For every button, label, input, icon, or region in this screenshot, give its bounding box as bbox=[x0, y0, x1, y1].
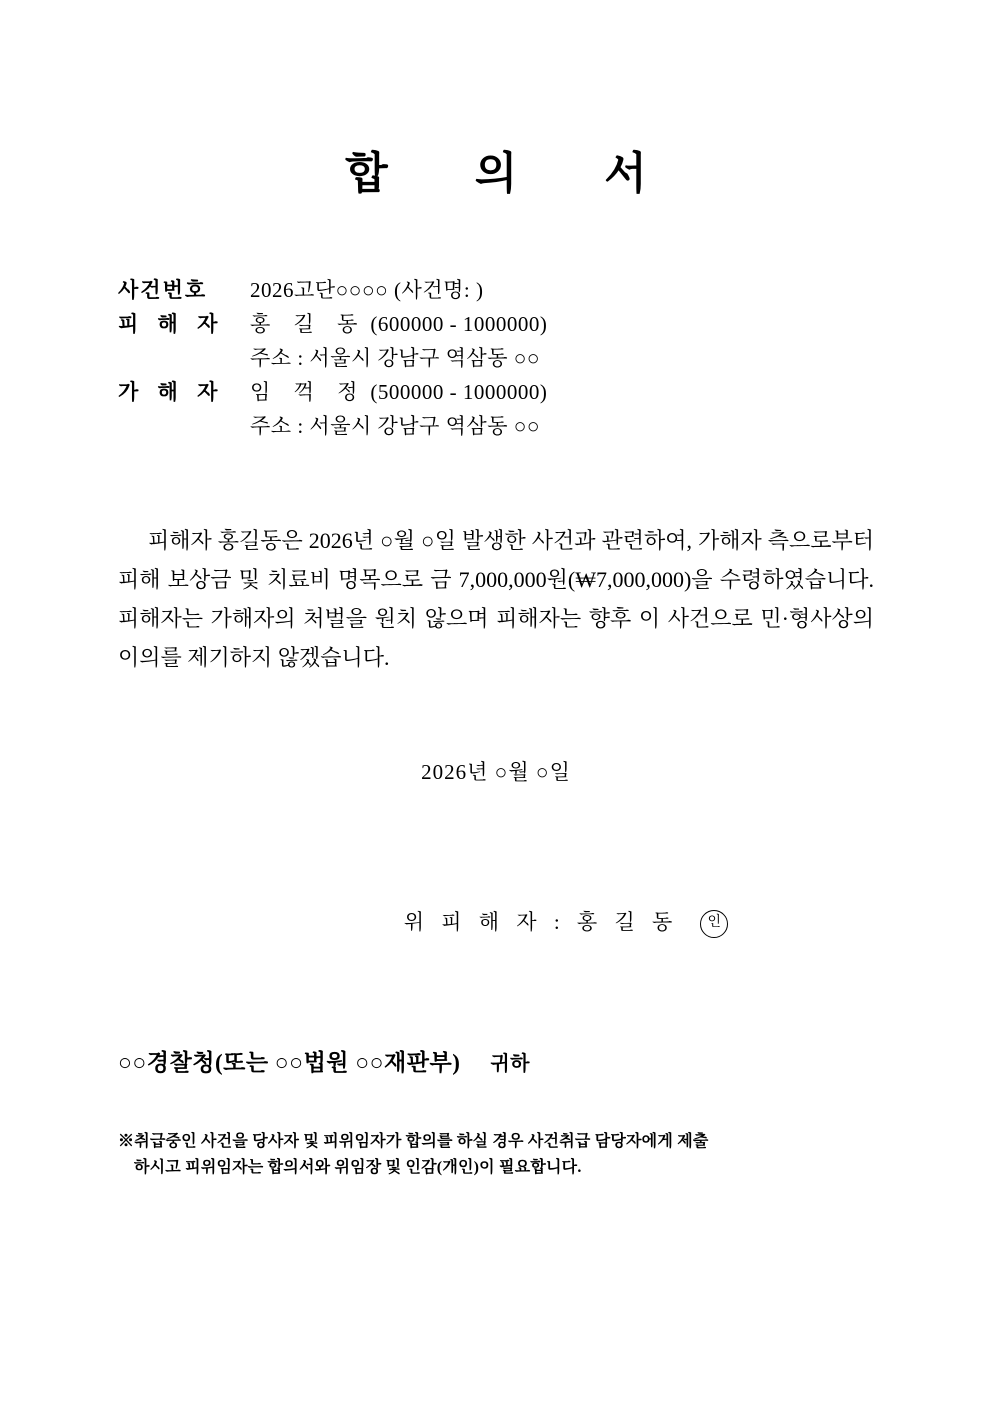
agreement-body-text: 피해자 홍길동은 2026년 ○월 ○일 발생한 사건과 관련하여, 가해자 측으로부터 피해 보상금 및 치료비 명목으로 금 7,000,000원(₩7,000,000)을 수령하였습니다. 피해자는 가해자의 처벌을 원치 않으며 피해자는 향후 이 사건으로 민·형사상의 이의를 제기하지 않겠습니다. bbox=[118, 527, 874, 671]
case-number-value: 2026고단○○○○ (사건명: ) bbox=[250, 277, 484, 302]
case-number-row bbox=[118, 273, 874, 307]
offender-label: 가 해 자 bbox=[118, 379, 225, 404]
victim-address: 주소 : 서울시 강남구 역삼동 ○○ bbox=[250, 345, 541, 370]
offender-address: 주소 : 서울시 강남구 역삼동 ○○ bbox=[250, 413, 541, 438]
victim-value bbox=[250, 307, 547, 341]
case-number-label: 사건번호 bbox=[118, 277, 208, 302]
signature-text: 위 피 해 자 : 홍 길 동 bbox=[403, 909, 679, 934]
addressee-name: ○○경찰청(또는 ○○법원 ○○재판부) bbox=[118, 1049, 461, 1075]
signature-line bbox=[118, 906, 874, 938]
victim-address-row bbox=[118, 341, 874, 375]
offender-row bbox=[118, 375, 874, 409]
addressee-honorific: 귀하 bbox=[490, 1052, 530, 1075]
footnote bbox=[118, 1129, 874, 1181]
party-info-block bbox=[118, 273, 874, 443]
victim-label: 피 해 자 bbox=[118, 311, 225, 336]
offender-id: (500000 - 1000000) bbox=[370, 379, 548, 404]
offender-value bbox=[250, 375, 547, 409]
offender-name: 임 꺽 정 bbox=[250, 379, 367, 404]
page-title: 합 의 서 bbox=[345, 149, 685, 198]
victim-name: 홍 길 동 bbox=[250, 311, 367, 336]
offender-address-row bbox=[118, 409, 874, 443]
footnote-line-1: ※취급중인 사건을 당사자 및 피위임자가 합의를 하실 경우 사건취급 담당자에게 제출 bbox=[118, 1132, 709, 1150]
victim-row bbox=[118, 307, 874, 341]
victim-id: (600000 - 1000000) bbox=[370, 311, 548, 336]
agreement-date: 2026년 ○월 ○일 bbox=[421, 759, 571, 784]
addressee-line bbox=[118, 1044, 874, 1077]
footnote-line-2: 하시고 피위임자는 합의서와 위임장 및 인감(개인)이 필요합니다. bbox=[134, 1158, 582, 1176]
seal-icon: 인 bbox=[700, 910, 728, 938]
